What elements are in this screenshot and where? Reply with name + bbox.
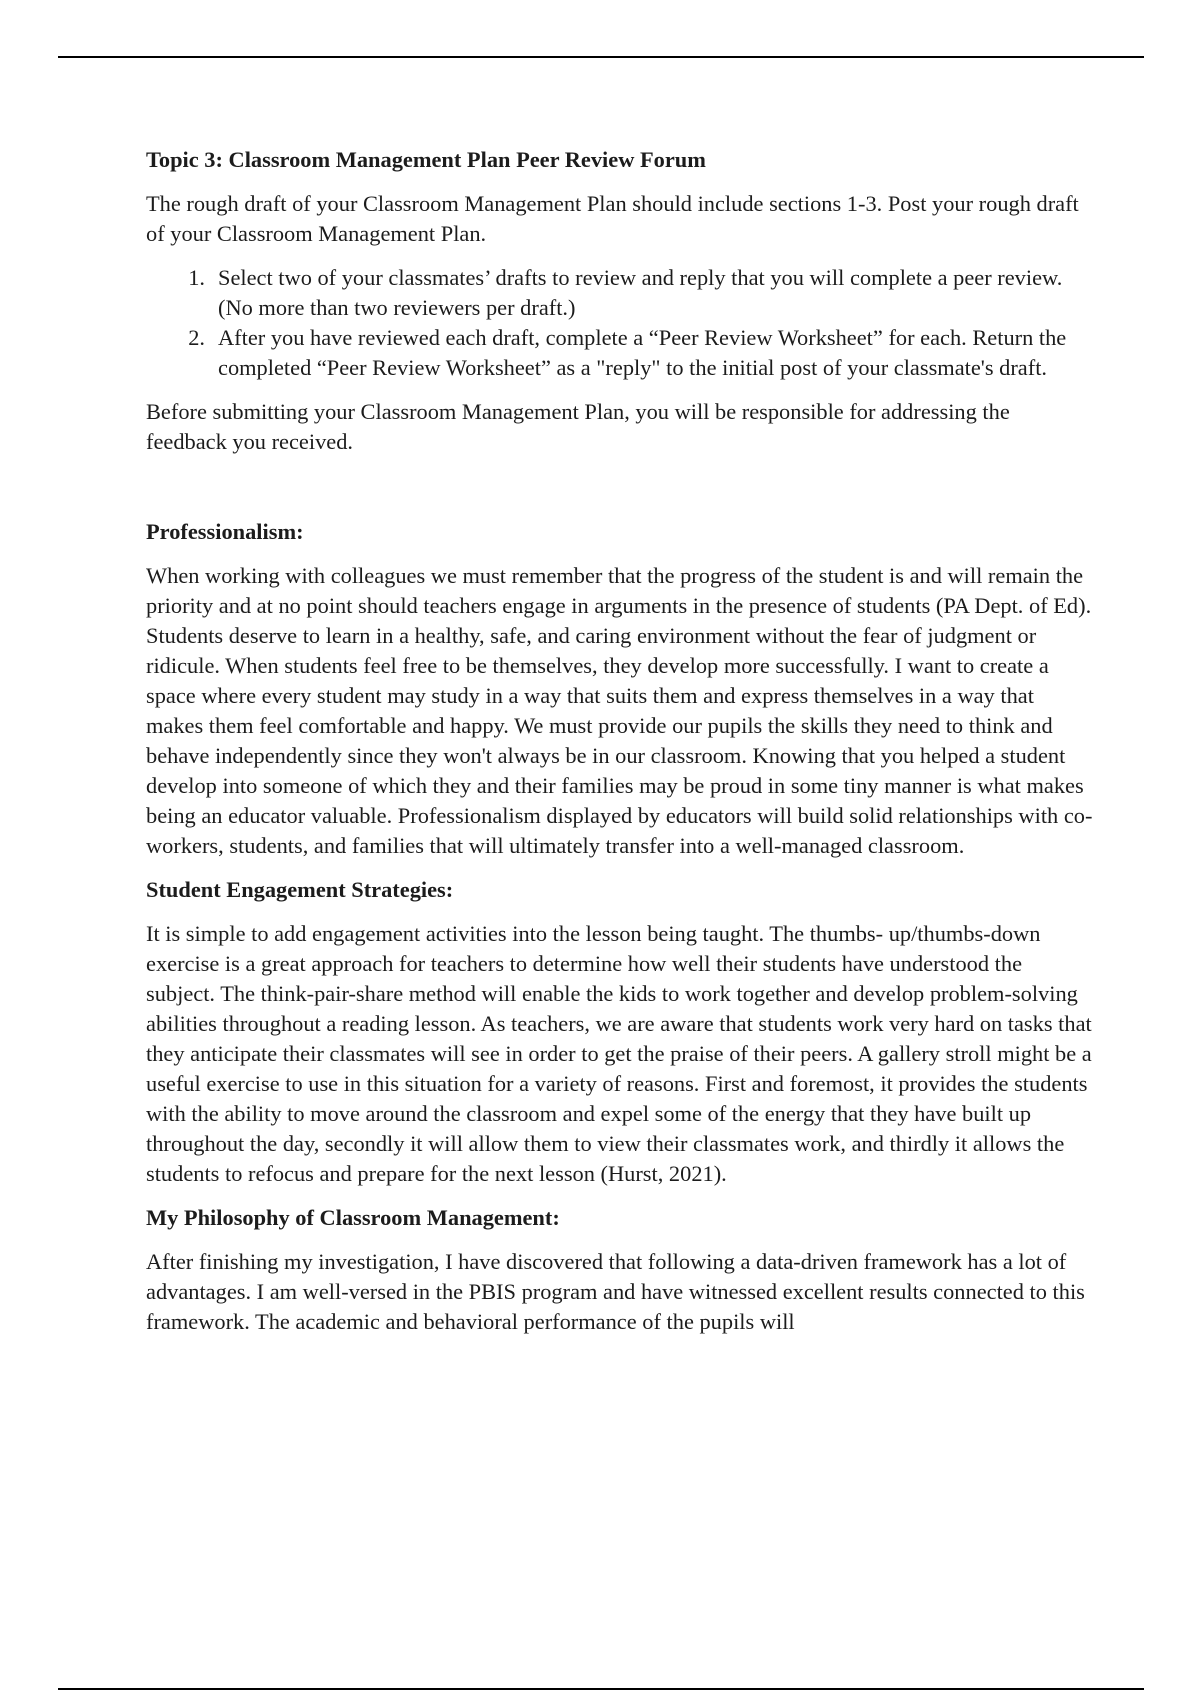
document-title: Topic 3: Classroom Management Plan Peer Review Forum xyxy=(146,147,706,172)
section-heading-philosophy: My Philosophy of Classroom Management: xyxy=(146,1205,560,1230)
list-item xyxy=(146,323,1096,383)
intro-paragraph: The rough draft of your Classroom Management Plan should include sections 1-3. Post your rough draft of your Classroom Management Plan. xyxy=(146,191,1079,246)
list-item-text: After you have reviewed each draft, complete a “Peer Review Worksheet” for each. Return the completed “Peer Review Worksheet” as a "reply" to the initial post of your classmate's draft. xyxy=(218,325,1067,380)
footer-rule xyxy=(58,1688,1144,1690)
section-body-professionalism: When working with colleagues we must remember that the progress of the student is and will remain the priority and at no point should teachers engage in arguments in the presence of students (PA Dept. of Ed). Students deserve to learn in a healthy, safe, and caring environment without the fear of judgment or ridicule. When students feel free to be themselves, they develop more successfully. I want to create a space where every student may study in a way that suits them and express themselves in a way that makes them feel comfortable and happy. We must provide our pupils the skills they need to think and behave independently since they won't always be in our classroom. Knowing that you helped a student develop into someone of which they and their families may be proud in some tiny manner is what makes being an educator valuable. Professionalism displayed by educators will build solid relationships with co-workers, students, and families that will ultimately transfer into a well-managed classroom. xyxy=(146,563,1093,858)
list-item xyxy=(146,263,1096,323)
section-heading-engagement: Student Engagement Strategies: xyxy=(146,877,454,902)
list-item-number: 1. xyxy=(188,265,205,290)
section-spacer xyxy=(146,471,1096,517)
section-body-engagement: It is simple to add engagement activities into the lesson being taught. The thumbs- up/thumbs-down exercise is a great approach for teachers to determine how well their students have understood the subject. The think-pair-share method will enable the kids to work together and develop problem-solving abilities throughout a reading lesson. As teachers, we are aware that students work very hard on tasks that they anticipate their classmates will see in order to get the praise of their peers. A gallery stroll might be a useful exercise to use in this situation for a variety of reasons. First and foremost, it provides the students with the ability to move around the classroom and expel some of the energy that they have built up throughout the day, secondly it will allow them to view their classmates work, and thirdly it allows the students to refocus and prepare for the next lesson (Hurst, 2021). xyxy=(146,921,1092,1186)
document-body xyxy=(146,145,1096,1351)
closing-paragraph: Before submitting your Classroom Management Plan, you will be responsible for addressing the feedback you received. xyxy=(146,399,1010,454)
list-item-text: Select two of your classmates’ drafts to review and reply that you will complete a peer review. (No more than two reviewers per draft.) xyxy=(218,265,1063,320)
section-heading-professionalism: Professionalism: xyxy=(146,519,304,544)
list-item-number: 2. xyxy=(188,325,205,350)
section-body-philosophy: After finishing my investigation, I have discovered that following a data-driven framework has a lot of advantages. I am well-versed in the PBIS program and have witnessed excellent results connected to this framework. The academic and behavioral performance of the pupils will xyxy=(146,1249,1085,1334)
header-rule xyxy=(58,56,1144,58)
steps-list xyxy=(146,263,1096,383)
